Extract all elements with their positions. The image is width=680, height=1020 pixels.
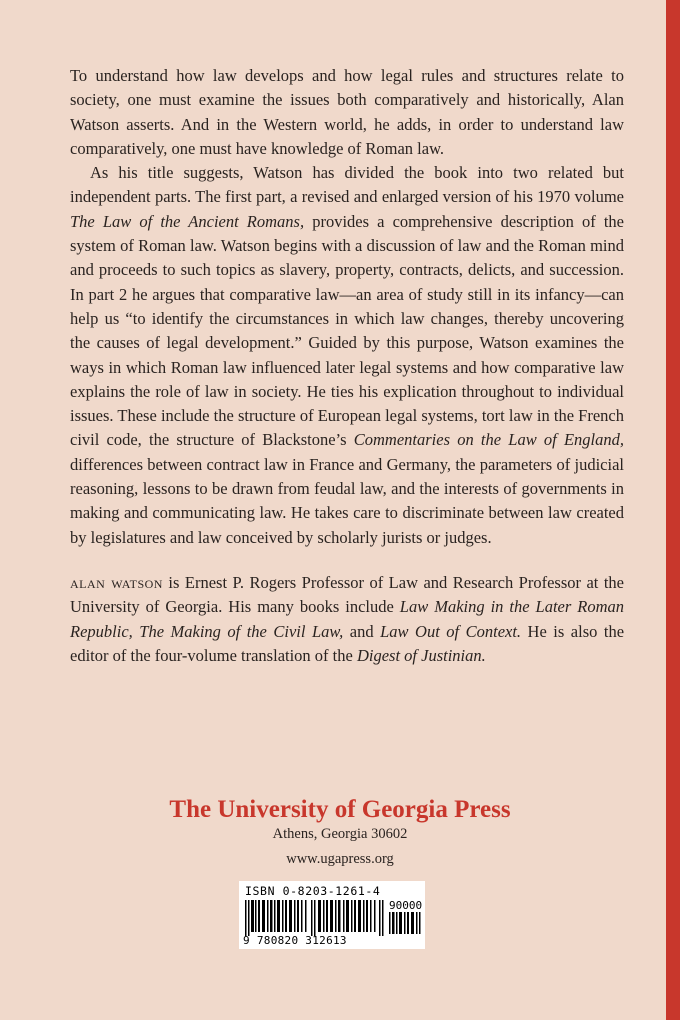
paragraph-2-text-a: As his title suggests, Watson has divided the book into two related but independent parts. The first part, a revised and enlarged version of his 1970 volume bbox=[70, 163, 624, 207]
bio-text-a: is Ernest P. Rogers Professor of Law and Research Professor at the University of Georgia. His many books include bbox=[70, 572, 624, 617]
author-name: alan watson bbox=[70, 572, 163, 592]
bio-book-3: Digest of Justinian. bbox=[356, 645, 486, 665]
ean-barcode-icon bbox=[245, 900, 385, 936]
paragraph-2-text-c: differences between contract law in France and Germany, the parameters of judicial reasoning, lessons to be drawn from feudal law, and the interests of governments in making and communicating law. He takes care to discriminate between law created by legislatures and law conceived by scholarly jurists or judges. bbox=[70, 454, 624, 547]
bio-text-c: He is also the editor of the four-volume translation of the bbox=[70, 621, 625, 665]
price-barcode-icon bbox=[389, 912, 421, 934]
description-paragraph-2 bbox=[70, 161, 624, 550]
bio-books-1: Law Making in the Later Roman Republic, The Making of the Civil Law, bbox=[70, 597, 625, 641]
book-title-commentaries: Commentaries on the Law of England, bbox=[353, 430, 624, 450]
bio-book-2: Law Out of Context. bbox=[380, 621, 522, 641]
barcode bbox=[239, 881, 425, 949]
author-bio bbox=[70, 571, 624, 668]
description-paragraph-1: To understand how law develops and how legal rules and structures relate to society, one must examine the issues both comparatively and historically, Alan Watson asserts. And in the Western world, he adds, in order to understand law comparatively, one must have knowledge of Roman law. bbox=[70, 66, 624, 158]
isbn-text: ISBN 0-8203-1261-4 bbox=[245, 884, 381, 898]
description-text bbox=[70, 64, 624, 668]
price-code: 90000 bbox=[389, 899, 423, 912]
ean-digits: 9 780820 312613 bbox=[243, 934, 347, 947]
publisher-url[interactable]: www.ugapress.org bbox=[286, 851, 394, 867]
book-title-ancient-romans: The Law of the Ancient Romans, bbox=[70, 211, 305, 231]
paragraph-2-text-b: provides a comprehensive description of the system of Roman law. Watson begins with a discussion of law and the Roman mind and proceeds to such topics as slavery, property, contracts, delicts, and succession. In part 2 he argues that comparative law—an area of study still in its infancy—can help us “to identify the circumstances in which law changes, thereby uncovering the causes of legal development.” Guided by this purpose, Watson examines the ways in which Roman law influenced later legal systems and how comparative law explains the role of law in society. He ties his explication throughout to individual issues. These include the structure of European legal systems, tort law in the French civil code, the structure of Blackstone’s bbox=[70, 211, 625, 450]
publisher-name: The University of Georgia Press bbox=[169, 796, 511, 823]
publisher-address: Athens, Georgia 30602 bbox=[272, 826, 408, 842]
bio-text-b: and bbox=[343, 621, 381, 641]
